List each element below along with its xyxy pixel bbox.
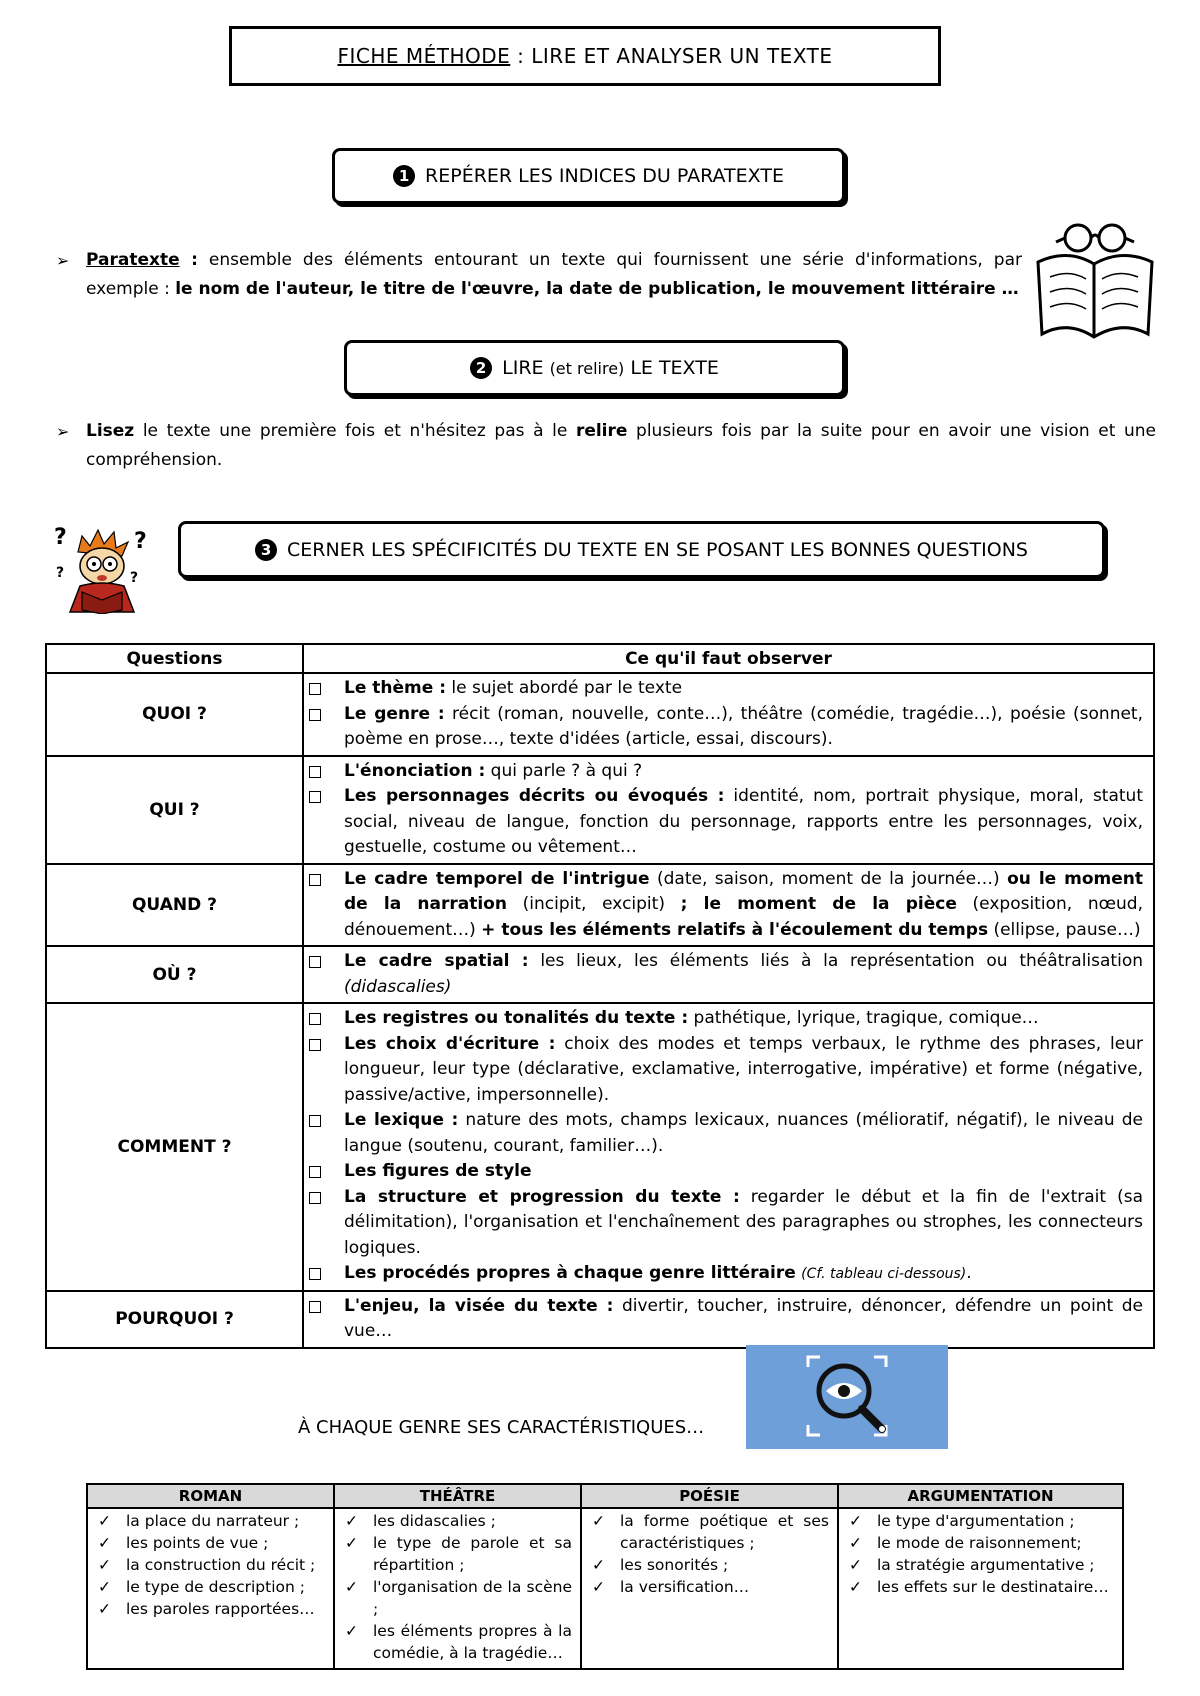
item-text: (exposition, nœud, dénouement…) [344,894,1149,940]
item-text: l'organisation de la scène ; [373,1578,572,1618]
section-2-title-a: LIRE [502,357,550,379]
item-term: Le genre : [344,703,445,724]
section-2-title-b: (et relire) [549,358,625,378]
section-2-title-c: LE TEXTE [624,357,719,379]
section-3-header [178,521,1105,578]
checkmark-icon: ✓ [98,1556,111,1574]
list-item [344,759,1143,785]
arrow-bullet-icon: ➢ [56,251,70,270]
section-2-header [344,340,845,396]
genre-header-theatre: THÉÂTRE [334,1484,581,1508]
checkbox-icon [309,1166,321,1178]
item-text: choix des modes et temps verbaux, le rythme des phrases, leur longueur, leur type (déclarative, exclamative, interrogative, impérative) et forme (négative, passive/active, impersonnelle). [344,1033,1149,1105]
list-item [96,1532,325,1554]
observe-cell [303,673,1154,756]
svg-text:?: ? [54,525,67,550]
magnifier-image [746,1345,948,1449]
checkmark-icon: ✓ [849,1556,862,1574]
table-row [46,1291,1154,1348]
section-1-number: 1 [393,165,415,187]
table-header-row [46,644,1154,673]
svg-text:?: ? [130,570,139,586]
genre-cell-theatre [334,1508,581,1669]
paratexte-text: ensemble des éléments entourant un texte qui fournissent une série d'informations, par exemple : [86,250,1028,299]
title-underlined: FICHE MÉTHODE [337,44,511,68]
item-term: ou le moment de la narration [344,868,1144,914]
checkmark-icon: ✓ [592,1578,605,1596]
paratexte-definition [56,246,1028,304]
list-item [847,1554,1114,1576]
genre-header-roman: ROMAN [87,1484,334,1508]
item-text: . [966,1263,972,1283]
checkbox-icon [309,874,321,886]
genre-cell-argumentation [838,1508,1123,1669]
table-row [46,864,1154,947]
item-text: la stratégie argumentative ; [877,1556,1095,1574]
checkmark-icon: ✓ [345,1512,358,1530]
checkbox-icon [309,1268,321,1280]
paratexte-examples: le nom de l'auteur, le titre de l'œuvre, la date de publication, le mouvement littéraire … [175,279,1019,299]
list-item [344,702,1149,753]
section-3-number: 3 [255,539,277,561]
list-item [344,1159,1143,1185]
relire-word: relire [575,421,628,441]
list-item [344,1294,1149,1345]
list-item [847,1532,1114,1554]
item-text: le mode de raisonnement; [877,1534,1082,1552]
item-term: Le cadre spatial : [344,951,529,971]
page-title [229,26,941,86]
questions-table [45,643,1155,1349]
item-text: les éléments propres à la comédie, à la tragédie… [373,1622,572,1662]
paratexte-term: Paratexte [86,250,180,270]
question-pourquoi: POURQUOI ? [46,1291,303,1348]
item-text: (ellipse, pause…) [988,919,1141,940]
checkmark-icon: ✓ [592,1512,605,1530]
item-term: Le lexique : [344,1110,459,1130]
checkbox-icon [309,683,321,695]
list-item [343,1510,572,1532]
list-item [847,1576,1114,1598]
section-2-number: 2 [470,357,492,379]
list-item [344,949,1149,1000]
section-3-title: CERNER LES SPÉCIFICITÉS DU TEXTE EN SE POSANT LES BONNES QUESTIONS [287,538,1028,561]
checkmark-icon: ✓ [592,1556,605,1574]
item-text: divertir, toucher, instruire, dénoncer, défendre un point de vue… [344,1295,1149,1341]
genre-header-argumentation: ARGUMENTATION [838,1484,1123,1508]
arrow-bullet-icon: ➢ [56,422,70,441]
item-term: ; le moment de la pièce [680,894,957,914]
list-item [344,1261,1143,1288]
checkbox-icon [309,1013,321,1025]
item-text: les paroles rapportées… [126,1600,315,1618]
list-item [344,784,1149,861]
genre-cell-poesie [581,1508,838,1669]
checkmark-icon: ✓ [345,1622,358,1640]
item-italic: (didascalies) [344,976,452,997]
item-text: la construction du récit ; [126,1556,316,1574]
checkbox-icon [309,709,321,721]
list-item [96,1510,325,1532]
item-text: la place du narrateur ; [126,1512,300,1530]
item-text: les effets sur le destinataire… [877,1578,1109,1596]
checkbox-icon [309,1301,321,1313]
list-item [590,1576,829,1598]
reading-glasses-book-icon [1030,222,1160,347]
question-quand: QUAND ? [46,864,303,947]
list-item [96,1554,325,1576]
item-text: la versification… [620,1578,750,1596]
list-item [590,1510,829,1554]
table-row [46,673,1154,756]
list-item [344,1185,1149,1262]
item-text: les sonorités ; [620,1556,729,1574]
list-item [344,867,1149,944]
section-1-title: REPÉRER LES INDICES DU PARATEXTE [425,165,784,187]
paratexte-colon: : [179,250,198,270]
question-comment: COMMENT ? [46,1003,303,1291]
observe-cell [303,864,1154,947]
table-row [87,1508,1123,1669]
list-item [343,1532,572,1576]
genre-cell-roman [87,1508,334,1669]
item-term: Le thème : [344,678,446,698]
checkmark-icon: ✓ [98,1578,111,1596]
checkbox-icon [309,1192,321,1204]
checkmark-icon: ✓ [345,1578,358,1596]
question-ou: OÙ ? [46,946,303,1003]
item-term: + tous les éléments relatifs à l'écoulement du temps [481,919,989,940]
checkbox-icon [309,956,321,968]
checkmark-icon: ✓ [98,1534,111,1552]
item-text: (date, saison, moment de la journée…) [649,868,1008,889]
list-item [344,1108,1149,1159]
table-header-row [87,1484,1123,1508]
column-header: Ce qu'il faut observer [303,644,1154,673]
item-term: Le cadre temporel de l'intrigue [344,868,650,889]
lire-text-1: le texte une première fois et n'hésitez pas à le [134,421,576,441]
list-item [96,1576,325,1598]
list-item [590,1554,829,1576]
item-text: les lieux, les éléments liés à la représentation ou théâtralisation [528,951,1149,971]
lisez-word: Lisez [86,421,135,441]
checkmark-icon: ✓ [849,1534,862,1552]
item-italic: (Cf. tableau ci-dessous) [801,1266,967,1282]
item-term: La structure et progression du texte : [344,1186,740,1207]
column-header: Questions [46,644,303,673]
item-text: qui parle ? à qui ? [485,760,643,781]
item-term: L'énonciation : [344,760,486,781]
lire-instructions [56,417,1162,475]
item-term: Les personnages décrits ou évoqués : [344,786,725,806]
list-item [344,1032,1149,1109]
checkbox-icon [309,766,321,778]
item-text: les didascalies ; [373,1512,496,1530]
item-text: le type de description ; [126,1578,305,1596]
question-qui: QUI ? [46,756,303,864]
list-item [344,676,1143,702]
genre-header-poesie: POÉSIE [581,1484,838,1508]
checkmark-icon: ✓ [345,1534,358,1552]
item-text: le type d'argumentation ; [877,1512,1075,1530]
observe-cell [303,1291,1154,1348]
item-text: la forme poétique et ses caractéristiques ; [620,1512,829,1552]
question-quoi: QUOI ? [46,673,303,756]
checkbox-icon [309,1115,321,1127]
genres-table [86,1483,1124,1670]
item-term: L'enjeu, la visée du texte : [344,1295,614,1316]
item-text: pathétique, lyrique, tragique, comique… [688,1008,1039,1028]
observe-cell [303,1003,1154,1291]
observe-cell [303,756,1154,864]
checkmark-icon: ✓ [849,1512,862,1530]
table-row [46,1003,1154,1291]
item-term: Les procédés propres à chaque genre littéraire [344,1263,796,1283]
checkmark-icon: ✓ [98,1512,111,1530]
checkbox-icon [309,791,321,803]
item-term: Les figures de style [344,1161,532,1181]
genres-title: À CHAQUE GENRE SES CARACTÉRISTIQUES… [298,1417,705,1438]
list-item [344,1006,1143,1032]
list-item [343,1576,572,1620]
item-text: le type de parole et sa répartition ; [373,1534,572,1574]
list-item [343,1620,572,1664]
svg-text:?: ? [134,529,147,554]
svg-text:?: ? [56,565,65,581]
item-text: regarder le début et la fin de l'extrait (sa délimitation), l'organisation et l'enchaînement des paragraphes ou strophes, les connecteurs logiques. [344,1186,1149,1258]
item-text: identité, nom, portrait physique, moral, statut social, niveau de langue, fonction du personnage, rapports entre les personnages, voix, gestuelle, costume ou vêtement… [344,786,1149,857]
table-row [46,756,1154,864]
list-item [96,1598,325,1620]
item-term: Les choix d'écriture : [344,1033,556,1054]
item-text: nature des mots, champs lexicaux, nuances (mélioratif, négatif), le niveau de langue (soutenu, courant, familier…). [344,1110,1149,1156]
checkmark-icon: ✓ [98,1600,111,1618]
table-row [46,946,1154,1003]
title-rest: : LIRE ET ANALYSER UN TEXTE [510,44,833,68]
checkbox-icon [309,1039,321,1051]
observe-cell [303,946,1154,1003]
eye-magnifier-icon [746,1345,948,1449]
confused-reader-icon [52,522,152,614]
item-text: récit (roman, nouvelle, conte…), théâtre (comédie, tragédie…), poésie (sonnet, poème en prose…, texte d'idées (article, essai, discours). [344,703,1149,749]
list-item [847,1510,1114,1532]
item-text: le sujet abordé par le texte [446,678,683,698]
section-1-header [332,148,845,204]
item-text: les points de vue ; [126,1534,269,1552]
item-text: (incipit, excipit) [506,894,681,914]
checkmark-icon: ✓ [849,1578,862,1596]
item-term: Les registres ou tonalités du texte : [344,1008,689,1028]
lire-text-2: plusieurs fois par la suite pour en avoir une vision et une compréhension. [86,421,1162,470]
